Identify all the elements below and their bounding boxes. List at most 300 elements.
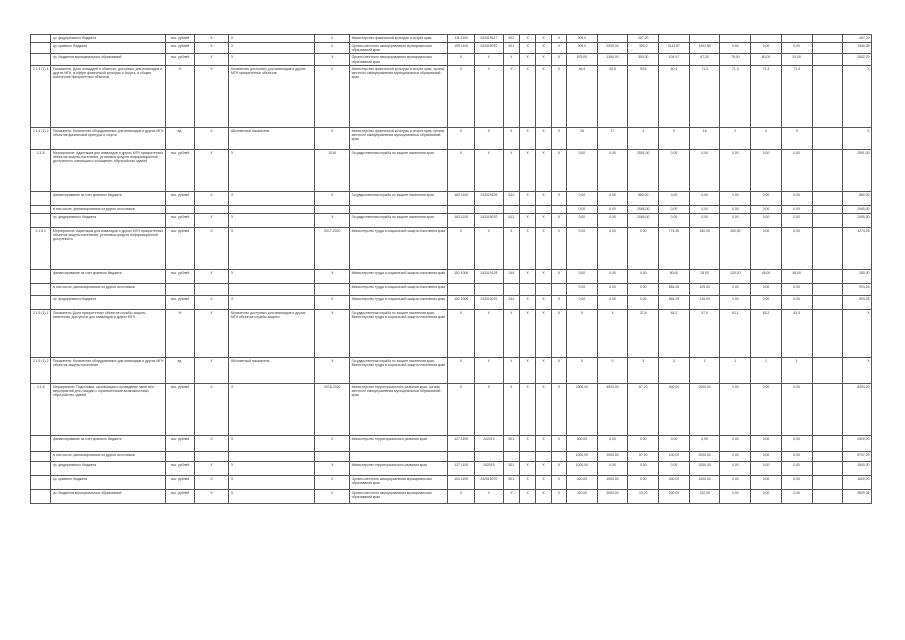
cell-total: 2065,00 [843,213,872,227]
cell-unit [166,451,195,461]
cell-kbk1: 152 1006 [448,269,475,283]
table-row [31,65,872,127]
cell-total: 880,00 [843,191,872,205]
cell-n6: 0,00 [720,213,751,227]
cell-n5: 1000,00 [689,475,720,489]
cell-kbk2: 242019070 [474,43,503,54]
cell-n3: 0,00 [628,435,659,451]
cell-c2: X [551,489,566,503]
cell-n7: 4 [751,127,782,149]
cell-n1: 420,00 [567,475,598,489]
cell-v3: X [315,357,350,383]
table-row [31,205,872,213]
cell-n6: 0,00 [720,205,751,213]
cell-kbk4: X [519,309,535,357]
cell-n6: 125,00 [720,269,751,283]
cell-c2: X [551,383,566,435]
cell-kbk2: X [474,227,503,269]
cell-total: 993,25 [843,283,872,295]
cell-n4 [659,35,690,43]
cell-unit: тыс. рублей [166,269,195,283]
cell-kbk2: X [474,127,503,149]
cell-n4: 100,00 [659,451,690,461]
cell-c1: X [536,35,551,43]
cell-n1: 0,00 [567,295,598,309]
cell-name: финансирование за счет краевого бюджета [51,269,166,283]
cell-unit [166,283,195,295]
cell-n9 [812,213,843,227]
cell-n6: 0,00 [720,461,751,475]
table-row [31,213,872,227]
cell-exec: Министерство труда и социальной защиты населения края [350,227,448,269]
cell-v2: Количество доступных для инвалидов и других МГН приоритетных объектов [229,65,315,127]
cell-n9 [812,283,843,295]
cell-kbk3: 612 [503,213,519,227]
cell-num [31,205,51,213]
cell-kbk1: X [448,65,475,127]
cell-c2: X [551,309,566,357]
cell-n5: 0,00 [689,191,720,205]
cell-c1: X [536,149,551,191]
cell-n5: 16 [689,127,720,149]
cell-v1: X [194,127,229,149]
cell-n9 [812,295,843,309]
cell-total: 1340,35 [843,43,872,54]
cell-n1: 46,4 [567,65,598,127]
cell-n2: 0,00 [597,213,628,227]
cell-name: Показатель: Доля приоритетных объектов службы защиты населения, доступных для инвалидов и других МГН [51,309,166,357]
cell-n8: 0,00 [781,383,812,435]
cell-n7: 0,00 [751,191,782,205]
cell-n3: 0,00 [628,475,659,489]
cell-total: 2652,20 [843,54,872,65]
cell-n1: 18 [567,127,598,149]
table-row [31,269,872,283]
cell-n8: 71,3 [781,65,812,127]
cell-n1: 0,00 [567,191,598,205]
cell-kbk1 [448,451,475,461]
cell-name: ср. федерального бюджета [51,461,166,475]
cell-v3 [315,283,350,295]
cell-num [31,191,51,205]
cell-exec: Органы местного самоуправления муниципальных образований края [350,475,448,489]
cell-c1: X [536,127,551,149]
cell-kbk2: X [474,357,503,383]
cell-n9 [812,205,843,213]
cell-kbk3: 521 [503,435,519,451]
cell-total: 407,20 [843,35,872,43]
cell-kbk3: 522 [503,35,519,43]
cell-n7: 0,00 [751,43,782,54]
cell-n7 [751,35,782,43]
cell-num [31,283,51,295]
cell-v2: X [229,43,315,54]
cell-n1: 879,00 [567,54,598,65]
cell-n4: 400,00 [659,383,690,435]
cell-n2: 0,00 [597,191,628,205]
cell-n3: 67,20 [628,383,659,435]
cell-v3: X [315,43,350,54]
cell-v1: X [194,383,229,435]
cell-kbk4: X [519,191,535,205]
cell-exec: Органы местного самоуправления муниципальных образований края [350,54,448,65]
cell-n4: 200,00 [659,489,690,503]
table-row [31,383,872,435]
cell-unit: тыс. рублей [166,475,195,489]
cell-kbk4: X [519,489,535,503]
cell-c1: X [536,269,551,283]
cell-n3: 3 [628,357,659,383]
cell-n2: 17 [597,127,628,149]
cell-num: 2.1.4 (1)-2 [31,127,51,149]
cell-total: 5707,29 [843,451,872,461]
cell-n9 [812,191,843,205]
cell-kbk3: 521 [503,475,519,489]
cell-n4: 0,00 [659,191,690,205]
cell-kbk4: X [519,269,535,283]
cell-c2: X [551,475,566,489]
cell-kbk4: X [519,383,535,435]
cell-unit: тыс. рублей [166,227,195,269]
cell-n3: 0,00 [628,461,659,475]
cell-n1: 0,00 [567,227,598,269]
cell-n5: 150,00 [689,227,720,269]
cell-n4: 50,00 [659,269,690,283]
cell-v1: X [194,475,229,489]
cell-kbk3: X [503,65,519,127]
cell-v3: X [315,295,350,309]
cell-n5: 57,0 [689,309,720,357]
table-row [31,191,872,205]
cell-c1 [536,283,551,295]
cell-v2: X [229,213,315,227]
cell-n9 [812,475,843,489]
table-row [31,283,872,295]
cell-n9 [812,227,843,269]
cell-kbk4: X [519,213,535,227]
cell-kbk4 [519,283,535,295]
cell-kbk1 [448,205,475,213]
cell-n4: 0,00 [659,205,690,213]
cell-kbk4: X [519,43,535,54]
cell-v2: X [229,149,315,191]
cell-kbk3 [503,451,519,461]
cell-c2: X [551,54,566,65]
cell-kbk4: X [519,54,535,65]
cell-n4: 774,25 [659,227,690,269]
cell-n3: 53,6 [628,65,659,127]
cell-kbk3: X [503,127,519,149]
cell-v3: 2017-2020 [315,227,350,269]
cell-num: 2.1.5.1 [31,227,51,269]
cell-exec: Министерство физической культуры и спорта края [350,35,448,43]
cell-n4: 9 [659,127,690,149]
cell-n9 [812,54,843,65]
cell-num [31,451,51,461]
cell-kbk3 [503,205,519,213]
cell-n7: 80,00 [751,54,782,65]
cell-v2: X [229,435,315,451]
cell-n6: 0,00 [720,43,751,54]
cell-n6: 0,00 [720,489,751,503]
cell-num [31,54,51,65]
cell-n4: 3 [659,357,690,383]
cell-name: Показатель: Количество оборудованных для инвалидов и других МГН объектов защиты населения [51,357,166,383]
cell-n6: 0,00 [720,149,751,191]
cell-unit: тыс. рублей [166,435,195,451]
cell-n1: 0,00 [567,149,598,191]
cell-n3: 207,20 [628,35,659,43]
cell-n3: 2065,00 [628,205,659,213]
cell-n5: 2000,00 [689,451,720,461]
cell-c1: X [536,65,551,127]
cell-kbk1: X [448,149,475,191]
cell-v1 [194,451,229,461]
cell-n5: 25,00 [689,269,720,283]
cell-n2: 1390,00 [597,54,628,65]
cell-kbk4: X [519,149,535,191]
cell-kbk1: X [448,357,475,383]
cell-n9 [812,43,843,54]
cell-n2: 0,00 [597,205,628,213]
cell-num [31,269,51,283]
cell-kbk4: X [519,357,535,383]
cell-n5 [689,35,720,43]
cell-kbk2: 242019129 [474,191,503,205]
cell-n8: 0,00 [781,205,812,213]
cell-name: ср. федерального бюджета [51,213,166,227]
cell-v1: X [194,149,229,191]
cell-n4: 664,25 [659,283,690,295]
cell-name: ср. краевого бюджета [51,475,166,489]
cell-kbk4: X [519,127,535,149]
cell-kbk1: 111 1100 [448,35,475,43]
cell-n8: 91,00 [781,54,812,65]
table-row [31,35,872,43]
cell-n1: 420,00 [567,489,598,503]
cell-name: ср. бюджетов муниципальных образований [51,54,166,65]
cell-unit: тыс. рублей [166,149,195,191]
cell-c2: X [551,227,566,269]
cell-c1 [536,205,551,213]
cell-name: ср. федерального бюджета [51,295,166,309]
cell-n9 [812,149,843,191]
cell-n9 [812,35,843,43]
cell-c2: X [551,269,566,283]
cell-total: 1274,25 [843,227,872,269]
cell-exec [350,205,448,213]
cell-n7: 0,00 [751,451,782,461]
cell-exec: Министерство территориального развития края, органы местного самоуправления муниципальных образований края [350,383,448,435]
cell-kbk3: 521 [503,461,519,475]
cell-v2: X [229,383,315,435]
cell-kbk2 [474,451,503,461]
cell-exec: Государственная служба по защите населения края [350,213,448,227]
cell-v2: Абсолютный показатель [229,357,315,383]
cell-v1: X [194,489,229,503]
cell-n6: 1 [720,357,751,383]
cell-v1: X [194,269,229,283]
cell-c1: X [536,435,551,451]
cell-exec: Министерство территориального развития края [350,461,448,475]
cell-unit: % [166,65,195,127]
cell-n4: 0,00 [659,213,690,227]
cell-kbk4 [519,205,535,213]
cell-exec: Государственная служба по защите населения края [350,191,448,205]
cell-n8: 0,00 [781,295,812,309]
cell-c1: X [536,475,551,489]
cell-kbk1: 109 1100 [448,43,475,54]
cell-n6: 79,00 [720,54,751,65]
cell-name: ср. краевого бюджета [51,43,166,54]
cell-n4: 0,00 [659,461,690,475]
cell-kbk2: X [474,489,503,503]
cell-n2: 2000,00 [597,43,628,54]
cell-kbk4: X [519,435,535,451]
cell-n3: 37,5 [628,309,659,357]
cell-exec: Органы местного самоуправления муниципальных образований края [350,489,448,503]
cell-kbk2: 242019070 [474,295,503,309]
cell-n1: 309,0 [567,43,598,54]
cell-c1: X [536,213,551,227]
cell-kbk3: 521 [503,43,519,54]
cell-c2: X [551,357,566,383]
cell-n2: 0,00 [597,295,628,309]
cell-n3: 0,00 [628,295,659,309]
cell-v3: X [315,65,350,127]
cell-name: Показатель: Доля площадей в объектах, доступных для инвалидов и других МГН, в сфере физической культуры и спорта, в общем количестве приоритетных объектов [51,65,166,127]
cell-v3: X [315,213,350,227]
cell-kbk3 [503,283,519,295]
table-row [31,461,872,475]
cell-n5: 1000,00 [689,461,720,475]
cell-num: 2.1.6 [31,383,51,435]
cell-n7: 0,00 [751,461,782,475]
cell-c2: X [551,295,566,309]
cell-n6: 63,1 [720,309,751,357]
cell-kbk2: 242019070 [474,475,503,489]
cell-n7: 1 [751,357,782,383]
cell-n6: 2 [720,127,751,149]
cell-kbk1: 127 1100 [448,461,475,475]
cell-n9 [812,461,843,475]
cell-kbk3: X [503,489,519,503]
cell-name: финансирование за счет краевого бюджета [51,191,166,205]
cell-v3: X [315,435,350,451]
cell-exec: Министерство труда и социальной защиты населения края [350,269,448,283]
cell-n2 [597,35,628,43]
cell-name: ср. федерального бюджета [51,35,166,43]
cell-n9 [812,65,843,127]
cell-unit: тыс. рублей [166,213,195,227]
cell-num [31,35,51,43]
cell-n8: 0,00 [781,43,812,54]
cell-total: 1600,00 [843,475,872,489]
cell-n5: 0,00 [689,213,720,227]
cell-kbk2: 242019 [474,461,503,475]
cell-n5: 0,00 [689,205,720,213]
cell-n8 [781,35,812,43]
cell-n5: 67,20 [689,54,720,65]
cell-n2: 0,00 [597,227,628,269]
cell-n7: 0,00 [751,383,782,435]
cell-num: 2.1.5 (1)-1 [31,309,51,357]
cell-num [31,435,51,451]
cell-kbk1 [448,283,475,295]
cell-n8: 0,00 [781,227,812,269]
cell-name: финансирование за счет краевого бюджета [51,435,166,451]
cell-total: 2591,00 [843,149,872,191]
cell-c1 [536,451,551,461]
cell-name: ср. бюджетов муниципальных образований [51,489,166,503]
cell-v1: X [194,43,229,54]
cell-kbk3: X [503,54,519,65]
cell-v2: X [229,35,315,43]
cell-n6: 0,00 [720,295,751,309]
cell-kbk1: 152 1006 [448,295,475,309]
cell-v3: X [315,127,350,149]
cell-kbk2: X [474,309,503,357]
cell-kbk3: X [503,309,519,357]
cell-kbk2 [474,283,503,295]
cell-kbk1: X [448,54,475,65]
cell-v3: X [315,54,350,65]
cell-n7: 0,00 [751,435,782,451]
cell-n3: 880,00 [628,191,659,205]
table-row [31,43,872,54]
cell-n1: 2300,00 [567,383,598,435]
cell-n5: 0,00 [689,435,720,451]
cell-unit: тыс. рублей [166,383,195,435]
cell-n5: 2000,00 [689,383,720,435]
cell-total: 280,00 [843,269,872,283]
cell-v3 [315,451,350,461]
cell-n4: 60,4 [659,65,690,127]
cell-n4: 0,00 [659,149,690,191]
cell-num [31,475,51,489]
cell-v2: X [229,461,315,475]
cell-n7: 0,00 [751,283,782,295]
cell-c1: X [536,461,551,475]
cell-v2: X [229,489,315,503]
cell-n4: 45,2 [659,309,690,357]
cell-n9 [812,383,843,435]
table-row [31,309,872,357]
cell-n8: 0,00 [781,283,812,295]
cell-total: X [843,309,872,357]
cell-total: 993,25 [843,295,872,309]
cell-v2: X [229,295,315,309]
cell-n9 [812,309,843,357]
cell-n4: 664,25 [659,295,690,309]
cell-kbk1: X [448,309,475,357]
cell-v3 [315,205,350,213]
cell-n3: 0,00 [628,269,659,283]
cell-num [31,43,51,54]
cell-exec [350,451,448,461]
cell-unit: тыс. рублей [166,35,195,43]
cell-v3: X [315,461,350,475]
cell-v1: X [194,35,229,43]
cell-v2 [229,451,315,461]
cell-v3: X [315,475,350,489]
cell-n4: 104,97 [659,54,690,65]
cell-n8: 0,00 [781,191,812,205]
cell-n7: 0,00 [751,213,782,227]
cell-exec: Органы местного самоуправления муниципальных образований края [350,43,448,54]
cell-total: 8493,20 [843,383,872,435]
table-row [31,475,872,489]
